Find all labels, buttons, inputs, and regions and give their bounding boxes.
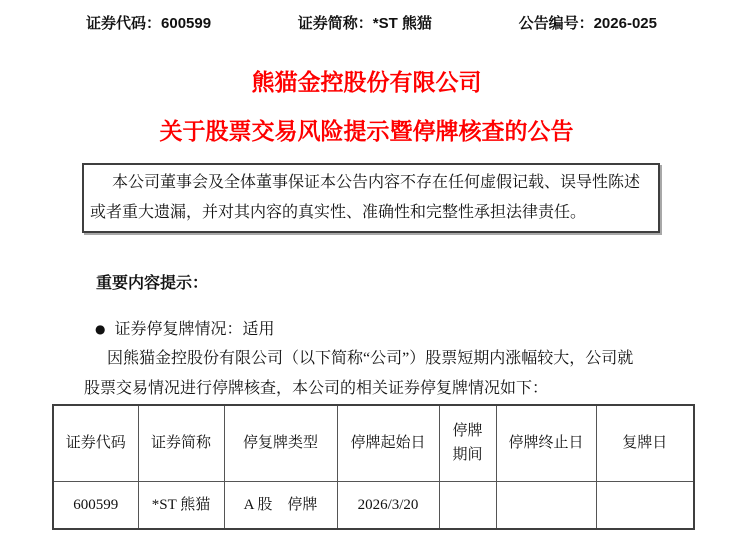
col-header-stock-name: 证券简称 xyxy=(138,405,224,481)
intro-paragraph xyxy=(84,344,733,404)
disclaimer-line: 本公司董事会及全体董事保证本公告内容不存在任何虚假记载、误导性陈述 xyxy=(112,174,641,191)
stock-name-group xyxy=(298,13,432,34)
cell-suspension-period xyxy=(439,481,496,529)
col-header-stock-code: 证券代码 xyxy=(53,405,138,481)
col-header-resumption-date: 复牌日 xyxy=(596,405,694,481)
table-row xyxy=(53,481,694,529)
stock-code-group xyxy=(86,13,211,34)
col-header-suspension-end-date: 停牌终止日 xyxy=(496,405,596,481)
cell-suspension-type: A 股 停牌 xyxy=(224,481,337,529)
stock-code-label: 证券代码： xyxy=(86,15,162,32)
stock-name-label: 证券简称： xyxy=(297,15,373,32)
suspension-table xyxy=(52,404,695,530)
announcement-title: 关于股票交易风险提示暨停牌核查的公告 xyxy=(159,118,574,144)
cell-stock-name: *ST 熊猫 xyxy=(138,481,224,529)
bullet-text: 证券停复牌情况：适用 xyxy=(114,321,275,338)
stock-name-value: *ST 熊猫 xyxy=(372,15,432,32)
stock-code-value: 600599 xyxy=(161,15,212,32)
cell-suspension-start-date: 2026/3/20 xyxy=(337,481,439,529)
announcement-no-value: 2026-025 xyxy=(593,15,657,32)
disclaimer-line: 或者重大遗漏，并对其内容的真实性、准确性和完整性承担法律责任。 xyxy=(90,204,587,221)
company-title: 熊猫金控股份有限公司 xyxy=(251,69,482,95)
cell-suspension-end-date xyxy=(496,481,596,529)
announcement-no-label: 公告编号： xyxy=(518,15,594,32)
important-notice-heading: 重要内容提示： xyxy=(96,275,209,292)
col-header-suspension-type: 停复牌类型 xyxy=(224,405,337,481)
paragraph-line: 股票交易情况进行停牌核查，本公司的相关证券停复牌情况如下： xyxy=(84,380,549,397)
table-header-row xyxy=(53,405,694,481)
doc-meta-header xyxy=(86,0,657,34)
bullet-icon: ● xyxy=(95,322,106,336)
cell-resumption-date xyxy=(596,481,694,529)
paragraph-line: 因熊猫金控股份有限公司（以下简称“公司”）股票短期内涨幅较大，公司就 xyxy=(107,350,634,367)
disclaimer-box xyxy=(82,163,660,233)
announcement-no-group xyxy=(519,13,657,34)
bullet-item xyxy=(95,319,733,340)
col-header-suspension-start-date: 停牌起始日 xyxy=(337,405,439,481)
col-header-suspension-period: 停牌期间 xyxy=(439,405,496,481)
cell-stock-code: 600599 xyxy=(53,481,138,529)
